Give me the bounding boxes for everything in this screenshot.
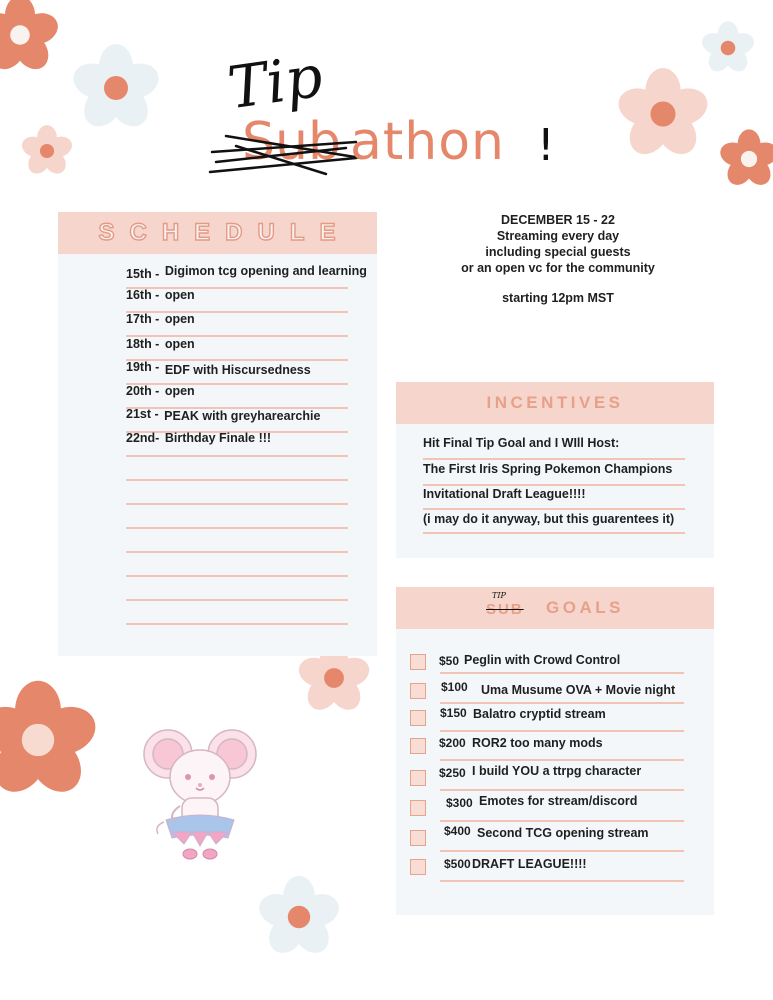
schedule-event: Digimon tcg opening and learning (164, 264, 367, 278)
ruled-line (440, 730, 684, 732)
schedule-event: Birthday Finale !!! (164, 431, 272, 445)
ruled-line (126, 551, 348, 553)
schedule-item (126, 384, 195, 398)
checkbox-icon[interactable] (410, 738, 426, 754)
incentives-panel (396, 382, 714, 558)
goal-label: Uma Musume OVA + Movie night (481, 683, 676, 697)
incentive-line: The First Iris Spring Pokemon Champions (423, 462, 673, 476)
ruled-line (126, 479, 348, 481)
schedule-item (126, 264, 367, 281)
ruled-line (126, 623, 348, 625)
incentive-line: (i may do it anyway, but this guarentees it) (423, 512, 675, 526)
ruled-line (440, 850, 684, 852)
goal-label: DRAFT LEAGUE!!!! (472, 857, 587, 871)
goal-amount: $100 (441, 680, 468, 694)
schedule-item (126, 312, 195, 326)
schedule-event: PEAK with greyharearchie (164, 409, 321, 423)
info-line: including special guests (485, 245, 631, 259)
incentive-line: Invitational Draft League!!!! (423, 487, 586, 501)
ruled-line (440, 672, 684, 674)
goals-title: GOALS (546, 598, 624, 617)
schedule-item (126, 431, 271, 445)
checkbox-icon[interactable] (410, 654, 426, 670)
title (0, 0, 773, 200)
checkbox-icon[interactable] (410, 683, 426, 699)
schedule-day: 19th - (126, 360, 160, 374)
goal-amount: $400 (444, 824, 471, 838)
ruled-line (126, 455, 348, 457)
strike-scribble (206, 128, 366, 180)
checkbox-icon[interactable] (410, 800, 426, 816)
title-handwritten: Tip (223, 41, 327, 123)
schedule-day: 20th - (126, 384, 160, 398)
goal-amount: $500 (444, 857, 471, 871)
title-main: athon (350, 112, 505, 172)
title-struck: Sub (242, 112, 341, 172)
schedule-day: 16th - (126, 288, 160, 302)
ruled-line (126, 575, 348, 577)
goal-amount: $250 (439, 766, 466, 780)
schedule-item (126, 360, 311, 377)
goal-label: Second TCG opening stream (477, 826, 649, 840)
schedule-item (126, 288, 195, 302)
goal-label: Peglin with Crowd Control (464, 653, 621, 667)
checkbox-icon[interactable] (410, 770, 426, 786)
goal-label: ROR2 too many mods (472, 736, 603, 750)
schedule-header (58, 212, 377, 254)
goal-amount: $150 (440, 706, 467, 720)
checkbox-icon[interactable] (410, 859, 426, 875)
incentives-header (396, 382, 714, 424)
schedule-title: SCHEDULE (98, 219, 351, 246)
date-range: DECEMBER 15 - 22 (501, 213, 615, 227)
schedule-day: 15th - (126, 267, 160, 281)
goals-struck-prefix: SUB (486, 601, 524, 618)
goal-amount: $200 (439, 736, 466, 750)
stream-info (440, 212, 676, 306)
goal-label: Emotes for stream/discord (479, 794, 638, 808)
incentive-line: Hit Final Tip Goal and I WIll Host: (423, 436, 620, 450)
checkbox-icon[interactable] (410, 830, 426, 846)
info-line: Streaming every day (496, 229, 620, 243)
info-line: or an open vc for the community (461, 261, 655, 275)
ruled-line (440, 702, 684, 704)
ruled-line (440, 820, 684, 822)
flower-icon (256, 874, 342, 960)
schedule-panel (58, 212, 377, 656)
ruled-line (423, 508, 685, 510)
schedule-day: 22nd- (126, 431, 160, 445)
goals-handwritten: TIP (492, 591, 506, 600)
mouse-mascot-icon (140, 722, 260, 864)
schedule-event: open (164, 288, 195, 302)
schedule-day: 17th - (126, 312, 160, 326)
schedule-day: 18th - (126, 337, 160, 351)
title-bang: ! (537, 120, 555, 171)
ruled-line (423, 532, 685, 534)
schedule-day: 21st - (126, 407, 159, 421)
ruled-line (126, 503, 348, 505)
ruled-line (440, 759, 684, 761)
ruled-line (126, 599, 348, 601)
schedule-event: open (164, 312, 195, 326)
goals-panel (396, 587, 714, 915)
ruled-line (440, 789, 684, 791)
goal-amount: $50 (439, 654, 460, 668)
goals-header (396, 587, 714, 629)
schedule-item (126, 337, 195, 351)
goal-label: Balatro cryptid stream (473, 707, 606, 721)
checkbox-icon[interactable] (410, 710, 426, 726)
goal-amount: $300 (446, 796, 473, 810)
ruled-line (423, 484, 685, 486)
goal-label: I build YOU a ttrpg character (472, 764, 642, 778)
schedule-event: open (164, 384, 195, 398)
schedule-item (126, 407, 320, 421)
schedule-event: open (164, 337, 195, 351)
ruled-line (423, 458, 685, 460)
ruled-line (440, 880, 684, 882)
schedule-event: EDF with Hiscursedness (164, 363, 311, 377)
incentives-title: INCENTIVES (486, 393, 624, 412)
flower-icon (0, 678, 100, 802)
start-time: starting 12pm MST (502, 291, 614, 305)
ruled-line (126, 527, 348, 529)
